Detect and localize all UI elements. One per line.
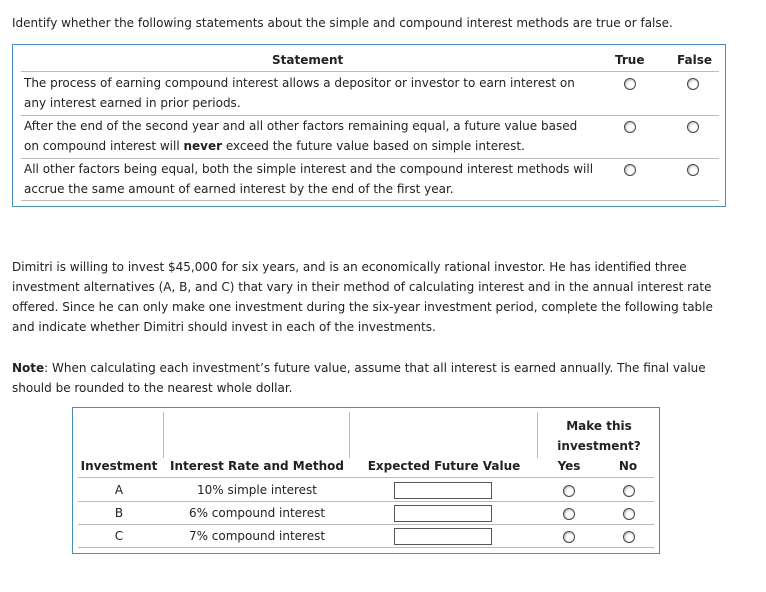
future-value-header: Expected Future Value xyxy=(367,459,521,473)
investment-a-label: A xyxy=(114,483,124,497)
investment-b-yes-radio[interactable] xyxy=(563,508,575,520)
statement-2-false-radio[interactable] xyxy=(687,121,699,133)
yes-header: Yes xyxy=(557,459,581,473)
statement-1-true-radio[interactable] xyxy=(624,78,636,90)
investment-a-yes-radio[interactable] xyxy=(563,485,575,497)
true-false-table xyxy=(12,44,726,207)
statement-row-2: After the end of the second year and all other factors remaining equal, a future value based on compound interest will never exceed the future value based on simple interest. xyxy=(24,119,578,153)
instructions-text: Identify whether the following statements about the simple and compound interest methods are true or false. xyxy=(12,16,673,30)
true-header: True xyxy=(615,53,645,67)
rate-header: Interest Rate and Method xyxy=(170,459,344,473)
investment-c-future-value-input[interactable] xyxy=(394,528,492,545)
scenario-paragraph: Dimitri is willing to invest $45,000 for six years, and is an economically rational investor. He has identified three investment alternatives (A, B, and C) that vary in their method of calculating interest and in the annual interest rate offered. Since he can only make one investment during the six-year investment period, complete the following table and indicate whether Dimitri should invest in each of the investments. xyxy=(12,260,713,334)
statement-row-3: All other factors being equal, both the simple interest and the compound interest methods will accrue the same amount of earned interest by the end of the first year. xyxy=(24,162,594,196)
statement-3-false-radio[interactable] xyxy=(687,164,699,176)
investment-c-label: C xyxy=(114,529,124,543)
investment-c-yes-radio[interactable] xyxy=(563,531,575,543)
no-header: No xyxy=(618,459,638,473)
investment-a-rate: 10% simple interest xyxy=(197,483,317,497)
false-header: False xyxy=(677,53,712,67)
statement-header: Statement xyxy=(272,53,344,67)
note-label: Note xyxy=(12,361,45,375)
investment-c-rate: 7% compound interest xyxy=(188,529,326,543)
investment-header: Investment xyxy=(80,459,158,473)
statement-2-true-radio[interactable] xyxy=(624,121,636,133)
note-text: Note: When calculating each investment’s future value, assume that all interest is earned annually. The final value should be rounded to the nearest whole dollar. xyxy=(12,361,706,395)
investment-table xyxy=(72,407,660,554)
investment-c-no-radio[interactable] xyxy=(623,531,635,543)
investment-b-no-radio[interactable] xyxy=(623,508,635,520)
make-investment-header: Make this investment? xyxy=(557,419,641,453)
investment-b-future-value-input[interactable] xyxy=(394,505,492,522)
statement-row-1: The process of earning compound interest allows a depositor or investor to earn interest on any interest earned in prior periods. xyxy=(24,76,575,110)
investment-b-rate: 6% compound interest xyxy=(188,506,326,520)
investment-b-label: B xyxy=(114,506,124,520)
investment-a-future-value-input[interactable] xyxy=(394,482,492,499)
statement-1-false-radio[interactable] xyxy=(687,78,699,90)
investment-a-no-radio[interactable] xyxy=(623,485,635,497)
statement-3-true-radio[interactable] xyxy=(624,164,636,176)
